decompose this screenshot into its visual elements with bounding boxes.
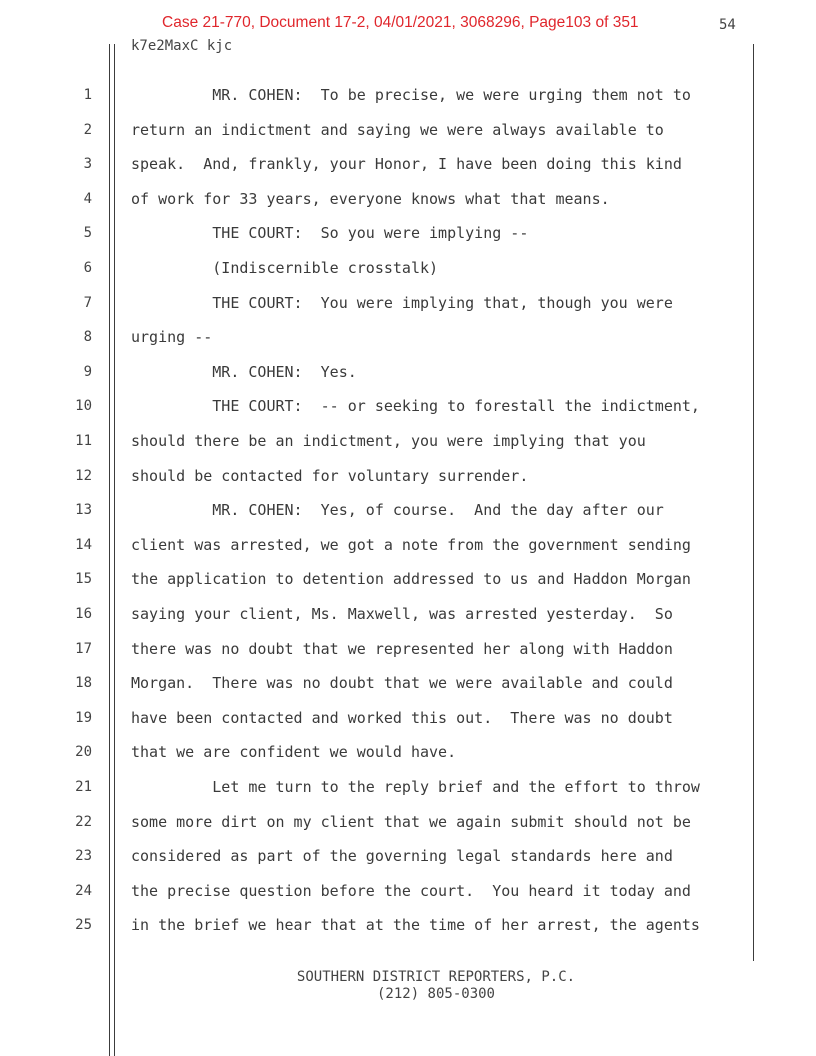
transcript-line: some more dirt on my client that we again submit should not be: [131, 812, 691, 831]
transcript-line: (Indiscernible crosstalk): [131, 259, 439, 277]
transcript-line: urging --: [131, 328, 213, 347]
line-number: 11: [75, 433, 92, 449]
transcript-line: should be contacted for voluntary surrender.: [131, 466, 529, 485]
transcript-line: THE COURT: So you were implying --: [131, 224, 529, 243]
line-number: 7: [83, 294, 92, 311]
line-number: 9: [83, 363, 92, 380]
transcript-line: MR. COHEN: Yes, of course. And the day after our: [131, 501, 664, 520]
line-number: 20: [75, 744, 92, 761]
line-number: 21: [75, 779, 92, 795]
footer-reporter: SOUTHERN DISTRICT REPORTERS, P.C.: [296, 969, 576, 985]
line-number: 14: [75, 536, 92, 553]
line-number: 25: [75, 917, 92, 934]
transcript-line: of work for 33 years, everyone knows what that means.: [131, 189, 610, 208]
line-number: 18: [75, 675, 92, 692]
page-number: 54: [719, 17, 736, 33]
left-margin-rule-inner: [114, 44, 115, 1056]
transcript-line: MR. COHEN: Yes.: [131, 362, 357, 381]
transcript-line: client was arrested, we got a note from the government sending: [131, 535, 691, 554]
transcript-line: the application to detention addressed to us and Haddon Morgan: [131, 570, 691, 589]
line-number: 4: [83, 190, 92, 207]
right-margin-rule: [753, 44, 754, 961]
line-number: 10: [75, 398, 92, 415]
transcript-line: saying your client, Ms. Maxwell, was arrested yesterday. So: [131, 605, 673, 623]
transcript-line: should there be an indictment, you were implying that you: [131, 432, 646, 450]
line-number: 16: [75, 606, 92, 622]
transcript-line: in the brief we hear that at the time of her arrest, the agents: [131, 916, 700, 935]
line-number: 23: [75, 848, 92, 865]
case-stamp: Case 21-770, Document 17-2, 04/01/2021, 3068296, Page103 of 351: [162, 14, 639, 31]
transcript-line: Morgan. There was no doubt that we were available and could: [131, 674, 673, 693]
line-number: 2: [83, 121, 92, 138]
line-number: 6: [83, 260, 92, 276]
footer-phone: (212) 805-0300: [376, 986, 495, 1002]
transcript-line: the precise question before the court. You heard it today and: [131, 881, 691, 900]
line-number: 5: [83, 225, 92, 242]
line-number: 19: [75, 709, 92, 726]
case-code: k7e2MaxC kjc: [131, 38, 233, 54]
transcript-line: considered as part of the governing legal standards here and: [131, 847, 673, 866]
transcript-line: Let me turn to the reply brief and the effort to throw: [131, 778, 700, 796]
transcript-line: speak. And, frankly, your Honor, I have been doing this kind: [131, 155, 682, 174]
line-number: 24: [75, 882, 92, 899]
line-number: 3: [83, 156, 92, 173]
transcript-line: THE COURT: -- or seeking to forestall the indictment,: [131, 397, 700, 416]
transcript-line: MR. COHEN: To be precise, we were urging them not to: [131, 86, 691, 104]
left-margin-rule-outer: [109, 44, 110, 1056]
transcript-line: THE COURT: You were implying that, though you were: [131, 293, 673, 312]
line-number: 13: [75, 502, 92, 519]
line-number: 17: [75, 640, 92, 657]
line-number: 8: [83, 329, 92, 346]
transcript-line: that we are confident we would have.: [131, 743, 457, 762]
line-number: 1: [83, 87, 92, 103]
line-number: 15: [75, 571, 92, 588]
transcript-line: there was no doubt that we represented her along with Haddon: [131, 639, 673, 658]
transcript-line: have been contacted and worked this out. There was no doubt: [131, 708, 673, 727]
line-number: 12: [75, 467, 92, 484]
transcript-line: return an indictment and saying we were always available to: [131, 120, 664, 139]
line-number: 22: [75, 813, 92, 830]
